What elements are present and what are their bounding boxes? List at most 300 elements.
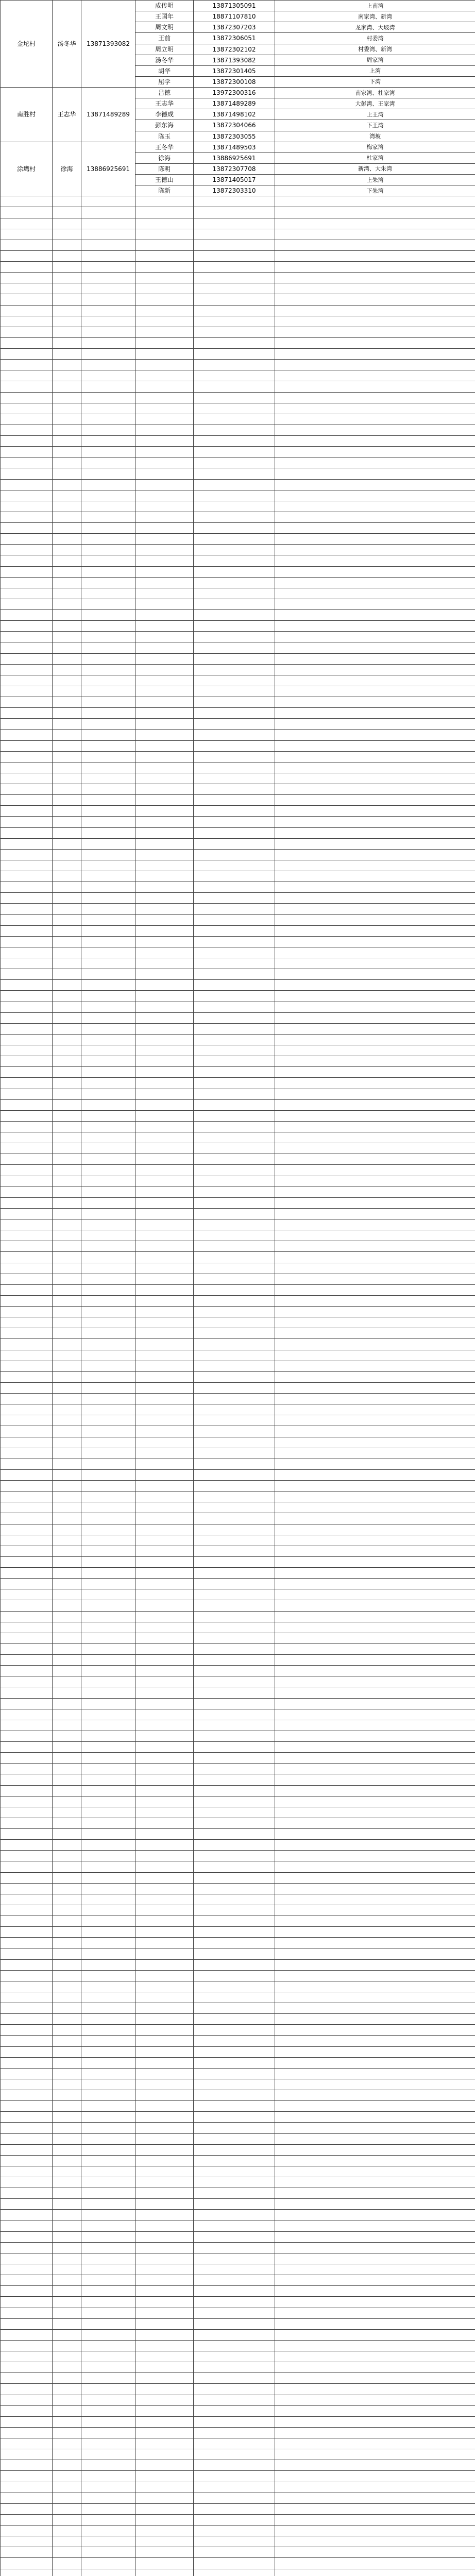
empty-cell [53, 1513, 81, 1524]
empty-cell [81, 1067, 135, 1078]
empty-cell [194, 1121, 275, 1132]
empty-cell [275, 773, 475, 784]
empty-cell [1, 795, 53, 806]
empty-cell [194, 904, 275, 914]
empty-cell [53, 1012, 81, 1023]
empty-cell [81, 1274, 135, 1284]
empty-cell [275, 2123, 475, 2133]
empty-cell [194, 2514, 275, 2525]
empty-cell [275, 1382, 475, 1393]
empty-cell [275, 2112, 475, 2123]
table-row [1, 2514, 475, 2525]
empty-cell [1, 1927, 53, 1938]
empty-cell [275, 2308, 475, 2318]
empty-cell [135, 2275, 194, 2286]
empty-cell [194, 1459, 275, 1469]
empty-cell [53, 1622, 81, 1633]
empty-cell [53, 2199, 81, 2210]
empty-cell [81, 2286, 135, 2297]
empty-cell [275, 1056, 475, 1067]
empty-cell [135, 349, 194, 360]
empty-cell [1, 1382, 53, 1393]
empty-cell [81, 1165, 135, 1176]
empty-cell [135, 871, 194, 882]
empty-cell [81, 2547, 135, 2558]
empty-cell [135, 1067, 194, 1078]
empty-cell [1, 1110, 53, 1121]
empty-cell [81, 2155, 135, 2166]
empty-cell [275, 2221, 475, 2231]
empty-cell [1, 1208, 53, 1219]
empty-cell [194, 240, 275, 250]
empty-cell [1, 2482, 53, 2493]
table-row [1, 262, 475, 273]
empty-cell [1, 1437, 53, 1448]
empty-cell [275, 1361, 475, 1371]
table-row [1, 795, 475, 806]
empty-cell [81, 1241, 135, 1252]
empty-cell [194, 425, 275, 435]
empty-cell [81, 773, 135, 784]
empty-cell [53, 675, 81, 686]
empty-cell [135, 2526, 194, 2536]
member-name-cell: 屈学 [135, 76, 194, 87]
empty-cell [81, 795, 135, 806]
empty-cell [81, 2210, 135, 2221]
empty-cell [275, 795, 475, 806]
empty-cell [275, 273, 475, 283]
empty-cell [275, 904, 475, 914]
empty-cell [275, 2503, 475, 2514]
table-row [1, 1720, 475, 1731]
empty-cell [81, 2133, 135, 2144]
empty-cell [1, 1132, 53, 1143]
empty-cell [1, 1023, 53, 1034]
empty-cell [53, 1459, 81, 1469]
empty-cell [275, 1350, 475, 1361]
table-row [1, 1110, 475, 1121]
empty-cell [1, 349, 53, 360]
empty-cell [135, 2253, 194, 2264]
empty-cell [1, 545, 53, 555]
empty-cell [194, 1437, 275, 1448]
empty-cell [194, 349, 275, 360]
empty-cell [194, 1187, 275, 1197]
empty-cell [1, 262, 53, 273]
empty-cell [135, 555, 194, 566]
empty-cell [53, 1089, 81, 1099]
empty-cell [194, 1350, 275, 1361]
empty-cell [1, 250, 53, 261]
empty-cell [53, 555, 81, 566]
village-leader-cell: 汤冬华 [53, 1, 81, 88]
table-row [1, 316, 475, 327]
empty-cell [135, 1361, 194, 1371]
table-row [1, 1851, 475, 1861]
empty-cell [275, 2536, 475, 2547]
empty-cell [135, 1339, 194, 1350]
table-row [1, 1676, 475, 1687]
table-row [1, 207, 475, 218]
empty-cell [81, 490, 135, 501]
empty-cell [194, 2177, 275, 2188]
empty-cell [53, 1611, 81, 1622]
table-row [1, 2036, 475, 2046]
empty-cell [81, 545, 135, 555]
empty-cell [275, 1437, 475, 1448]
empty-cell [53, 2405, 81, 2416]
empty-cell [81, 1012, 135, 1023]
table-row [1, 1764, 475, 1774]
empty-cell [275, 1110, 475, 1121]
empty-cell [1, 436, 53, 447]
empty-cell [135, 2123, 194, 2133]
empty-cell [1, 2014, 53, 2025]
empty-cell [194, 1818, 275, 1828]
empty-cell [194, 1469, 275, 1480]
empty-cell [194, 2014, 275, 2025]
empty-cell [1, 1698, 53, 1709]
empty-cell [53, 2514, 81, 2525]
member-phone-cell: 13872302102 [194, 44, 275, 55]
empty-cell [275, 2057, 475, 2068]
empty-cell [194, 2036, 275, 2046]
empty-cell [275, 1829, 475, 1840]
table-row [1, 1611, 475, 1622]
empty-cell [53, 1339, 81, 1350]
empty-cell [194, 468, 275, 479]
empty-cell [53, 392, 81, 403]
empty-cell [1, 2188, 53, 2199]
empty-cell [1, 1034, 53, 1045]
coverage-area-cell: 下湾 [275, 76, 475, 87]
empty-cell [275, 1034, 475, 1045]
empty-cell [275, 2569, 475, 2576]
empty-cell [135, 642, 194, 653]
empty-cell [135, 969, 194, 980]
empty-cell [275, 229, 475, 240]
empty-cell [53, 2210, 81, 2221]
empty-cell [194, 1556, 275, 1567]
empty-cell [53, 893, 81, 904]
empty-cell [135, 914, 194, 925]
empty-cell [194, 316, 275, 327]
empty-cell [53, 262, 81, 273]
empty-cell [81, 2526, 135, 2536]
empty-cell [81, 436, 135, 447]
empty-cell [194, 1927, 275, 1938]
empty-cell [53, 1655, 81, 1666]
empty-cell [53, 588, 81, 599]
empty-cell [1, 1981, 53, 1992]
empty-cell [81, 2003, 135, 2014]
empty-cell [135, 2112, 194, 2123]
empty-cell [81, 621, 135, 632]
empty-cell [135, 370, 194, 381]
table-row [1, 414, 475, 425]
empty-cell [53, 2569, 81, 2576]
empty-cell [275, 1992, 475, 2003]
empty-cell [194, 882, 275, 893]
empty-cell [53, 1742, 81, 1753]
empty-cell [275, 686, 475, 697]
empty-cell [275, 1579, 475, 1589]
empty-cell [1, 1774, 53, 1785]
empty-cell [1, 1589, 53, 1600]
empty-cell [53, 229, 81, 240]
empty-cell [53, 1219, 81, 1230]
empty-cell [53, 1785, 81, 1796]
table-row [1, 2144, 475, 2155]
empty-cell [1, 2166, 53, 2177]
empty-cell [194, 1872, 275, 1883]
table-row [1, 1709, 475, 1720]
empty-cell [194, 1339, 275, 1350]
table-row [1, 2427, 475, 2438]
empty-cell [81, 2101, 135, 2112]
empty-cell [194, 2144, 275, 2155]
empty-cell [135, 1404, 194, 1415]
empty-cell [275, 2318, 475, 2329]
empty-cell [275, 490, 475, 501]
empty-cell [135, 1861, 194, 1872]
table-row [1, 1861, 475, 1872]
empty-cell [1, 2395, 53, 2405]
empty-cell [81, 1132, 135, 1143]
table-row [1, 196, 475, 207]
empty-cell [275, 664, 475, 675]
empty-cell [194, 773, 275, 784]
empty-cell [275, 675, 475, 686]
empty-cell [81, 2493, 135, 2503]
empty-cell [81, 1469, 135, 1480]
empty-cell [53, 860, 81, 871]
empty-cell [194, 1959, 275, 1970]
empty-cell [81, 1295, 135, 1306]
empty-cell [53, 250, 81, 261]
table-row [1, 1219, 475, 1230]
empty-cell [81, 664, 135, 675]
table-row [1, 218, 475, 229]
empty-cell [194, 1317, 275, 1328]
empty-cell [1, 327, 53, 337]
empty-cell [1, 2416, 53, 2427]
empty-cell [1, 664, 53, 675]
table-row [1, 2384, 475, 2395]
empty-cell [135, 1883, 194, 1894]
empty-cell [81, 1339, 135, 1350]
empty-cell [1, 1176, 53, 1187]
empty-cell [81, 762, 135, 773]
empty-cell [275, 1774, 475, 1785]
empty-cell [1, 2514, 53, 2525]
empty-cell [53, 2482, 81, 2493]
table-row [1, 2025, 475, 2036]
empty-cell [1, 403, 53, 414]
table-row [1, 2199, 475, 2210]
empty-cell [275, 1154, 475, 1165]
coverage-area-cell: 下王湾 [275, 120, 475, 131]
empty-cell [135, 2133, 194, 2144]
table-row [1, 1818, 475, 1828]
table-row [1, 2405, 475, 2416]
empty-cell [135, 2057, 194, 2068]
table-row [1, 642, 475, 653]
empty-cell [81, 1045, 135, 1056]
empty-cell [81, 1807, 135, 1818]
table-row [1, 1687, 475, 1698]
empty-cell [81, 2558, 135, 2569]
empty-cell [53, 218, 81, 229]
empty-cell [81, 1720, 135, 1731]
empty-cell [275, 512, 475, 522]
empty-cell [53, 947, 81, 958]
empty-cell [1, 806, 53, 817]
empty-cell [53, 2503, 81, 2514]
table-row [1, 1143, 475, 1154]
empty-cell [53, 2438, 81, 2449]
empty-cell [81, 588, 135, 599]
empty-cell [1, 1938, 53, 1948]
empty-cell [194, 2362, 275, 2373]
empty-cell [53, 1208, 81, 1219]
empty-cell [81, 1535, 135, 1546]
empty-cell [81, 1687, 135, 1698]
empty-cell [1, 925, 53, 936]
empty-cell [81, 1970, 135, 1981]
empty-cell [53, 305, 81, 316]
table-row [1, 1165, 475, 1176]
empty-cell [194, 1655, 275, 1666]
empty-cell [135, 2079, 194, 2090]
empty-cell [275, 1970, 475, 1981]
empty-cell [194, 229, 275, 240]
empty-cell [194, 2112, 275, 2123]
empty-cell [135, 2297, 194, 2308]
empty-cell [81, 1742, 135, 1753]
empty-cell [194, 2242, 275, 2253]
table-row [1, 1666, 475, 1676]
empty-cell [135, 1676, 194, 1687]
empty-cell [1, 1099, 53, 1110]
empty-cell [135, 1208, 194, 1219]
empty-cell [275, 1176, 475, 1187]
empty-cell [135, 664, 194, 675]
empty-cell [1, 1078, 53, 1089]
empty-cell [194, 2090, 275, 2101]
empty-cell [275, 1187, 475, 1197]
empty-cell [194, 218, 275, 229]
empty-cell [53, 2351, 81, 2362]
empty-cell [194, 1241, 275, 1252]
table-row [1, 501, 475, 512]
empty-cell [194, 2166, 275, 2177]
empty-cell [1, 1753, 53, 1764]
empty-cell [194, 305, 275, 316]
empty-cell [1, 1089, 53, 1099]
table-row [1, 1426, 475, 1437]
empty-cell [194, 512, 275, 522]
empty-cell [53, 1002, 81, 1012]
empty-cell [81, 2188, 135, 2199]
empty-cell [275, 751, 475, 762]
empty-cell [53, 1524, 81, 1535]
coverage-area-cell: 上湾 [275, 65, 475, 76]
empty-cell [81, 1448, 135, 1459]
empty-cell [135, 316, 194, 327]
empty-cell [135, 904, 194, 914]
empty-cell [53, 1883, 81, 1894]
empty-cell [1, 1274, 53, 1284]
empty-cell [81, 2090, 135, 2101]
empty-cell [135, 697, 194, 708]
table-row [1, 2264, 475, 2275]
empty-cell [275, 414, 475, 425]
empty-cell [194, 1165, 275, 1176]
empty-cell [135, 2188, 194, 2199]
village-name-cell: 南胜村 [1, 88, 53, 142]
table-row [1, 2373, 475, 2384]
empty-cell [194, 1415, 275, 1426]
member-phone-cell: 13886925691 [194, 152, 275, 163]
table-row [1, 1568, 475, 1579]
table-row [1, 1905, 475, 1916]
empty-cell [194, 1633, 275, 1643]
empty-cell [81, 2068, 135, 2079]
member-phone-cell: 13872300108 [194, 76, 275, 87]
empty-cell [1, 2057, 53, 2068]
village-name-cell: 金坨村 [1, 1, 53, 88]
empty-cell [81, 1938, 135, 1948]
empty-cell [135, 1089, 194, 1099]
empty-cell [135, 2144, 194, 2155]
empty-cell [1, 947, 53, 958]
empty-cell [81, 1089, 135, 1099]
coverage-area-cell: 村委湾 [275, 33, 475, 44]
empty-cell [135, 2286, 194, 2297]
empty-cell [81, 479, 135, 490]
empty-cell [53, 1307, 81, 1317]
empty-cell [275, 1317, 475, 1328]
empty-cell [135, 1981, 194, 1992]
empty-cell [194, 925, 275, 936]
empty-cell [1, 751, 53, 762]
empty-cell [81, 1099, 135, 1110]
empty-cell [275, 392, 475, 403]
empty-cell [1, 2318, 53, 2329]
empty-cell [135, 2362, 194, 2373]
table-row [1, 240, 475, 250]
empty-cell [194, 207, 275, 218]
empty-cell [81, 1023, 135, 1034]
table-row [1, 2242, 475, 2253]
empty-cell [1, 196, 53, 207]
empty-cell [135, 795, 194, 806]
table-row [1, 1067, 475, 1078]
empty-cell [53, 2471, 81, 2482]
empty-cell [81, 523, 135, 534]
empty-cell [194, 1970, 275, 1981]
empty-cell [1, 2036, 53, 2046]
empty-cell [53, 1197, 81, 1208]
empty-cell [53, 381, 81, 392]
empty-cell [135, 1611, 194, 1622]
empty-cell [275, 1426, 475, 1437]
empty-cell [53, 1938, 81, 1948]
empty-cell [1, 1492, 53, 1502]
empty-cell [53, 468, 81, 479]
table-row [1, 2079, 475, 2090]
